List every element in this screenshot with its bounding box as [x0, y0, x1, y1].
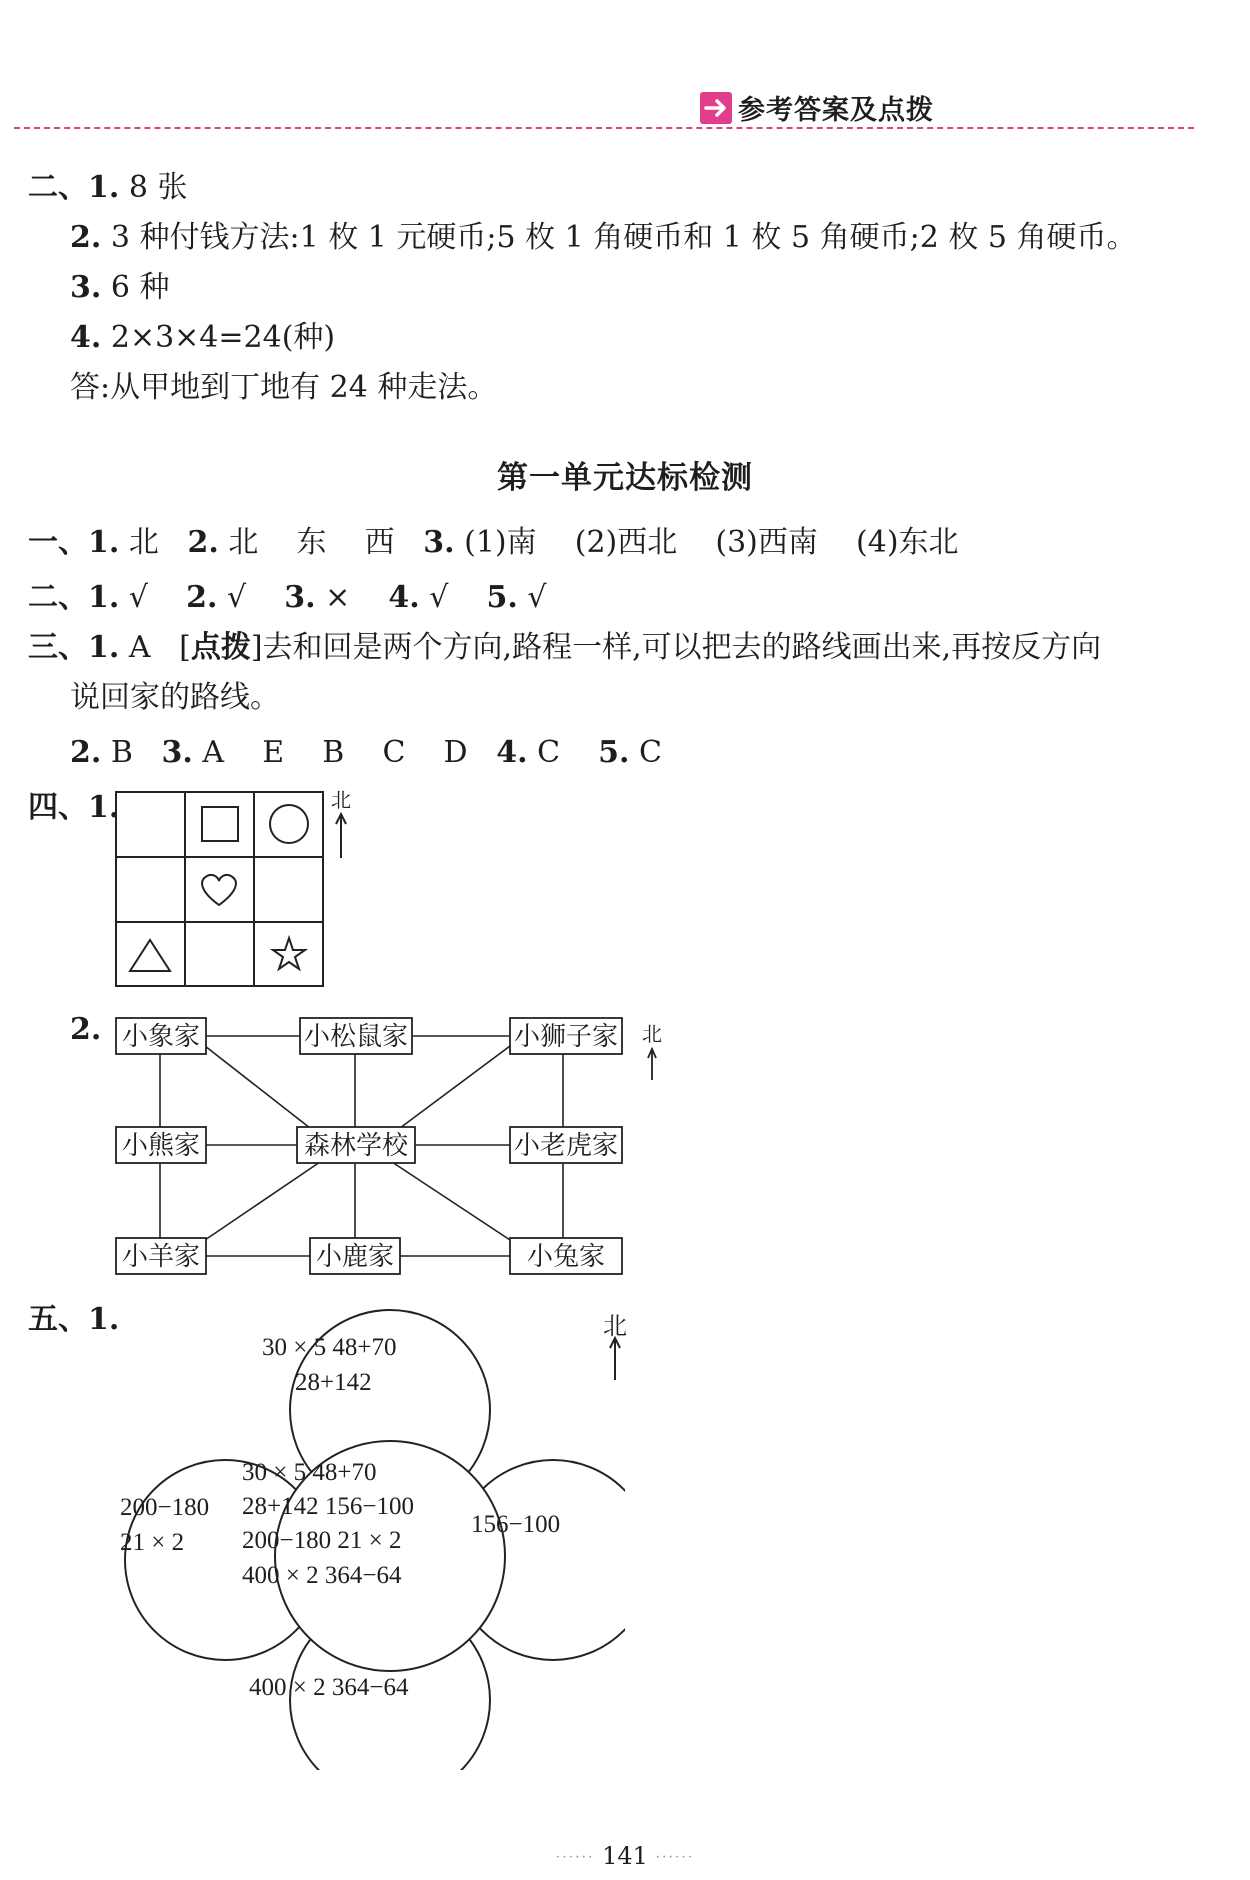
north-label: 北 [603, 1312, 627, 1340]
answer-line: 说回家的路线。 [70, 680, 280, 715]
venn-center-text: 400 × 2 364−64 [242, 1562, 402, 1589]
answer-line: 3. 6 种 [70, 270, 170, 305]
question-label: 五、1. [28, 1302, 120, 1337]
node-rabbit-home: 小兔家 [526, 1242, 606, 1272]
node-elephant-home: 小象家 [121, 1022, 201, 1052]
answer-line: 2. 3 种付钱方法:1 枚 1 元硬币;5 枚 1 角硬币和 1 枚 5 角硬币;2 枚 5 角硬币。 [70, 220, 1137, 255]
venn-center-text: 200−180 21 × 2 [242, 1527, 402, 1554]
page-number: ······ 141 ······ [555, 1842, 695, 1870]
shape-position-grid [115, 791, 324, 987]
circle-icon [270, 805, 308, 843]
venn-left-text: 21 × 2 [120, 1529, 185, 1556]
north-label: 北 [331, 788, 351, 812]
triangle-icon [130, 940, 170, 971]
venn-bottom-text: 400 × 2 364−64 [249, 1674, 409, 1701]
star-icon [273, 938, 305, 969]
answer-line: 三、1. A [点拨]去和回是两个方向,路程一样,可以把去的路线画出来,再按反方向 [28, 630, 1102, 665]
node-deer-home: 小鹿家 [315, 1242, 395, 1272]
venn-left-text: 200−180 [120, 1494, 210, 1521]
answer-line: 答:从甲地到丁地有 24 种走法。 [70, 370, 498, 405]
arrow-right-icon [700, 92, 732, 124]
answer-line: 4. 2×3×4=24(种) [70, 320, 336, 355]
node-lion-home: 小狮子家 [513, 1022, 619, 1052]
north-label: 北 [642, 1022, 662, 1046]
forest-route-map [110, 1006, 670, 1281]
node-squirrel-home: 小松鼠家 [303, 1022, 409, 1052]
question-label: 2. [70, 1012, 102, 1047]
answer-line: 一、1. 北 2. 北 东 西 3. (1)南 (2)西北 (3)西南 (4)东北 [28, 525, 959, 560]
answer-line: 2. B 3. A E B C D 4. C 5. C [70, 735, 662, 770]
venn-top-text: 28+142 [295, 1369, 372, 1396]
node-forest-school: 森林学校 [303, 1131, 409, 1161]
venn-center-text: 28+142 156−100 [242, 1493, 414, 1520]
header-title: 参考答案及点拨 [738, 95, 934, 126]
node-sheep-home: 小羊家 [121, 1242, 201, 1272]
node-bear-home: 小熊家 [121, 1131, 201, 1161]
venn-right-text: 156−100 [471, 1511, 561, 1538]
header-divider [14, 127, 1194, 129]
north-arrow-icon [333, 812, 349, 860]
venn-top-text: 30 × 5 48+70 [262, 1334, 397, 1361]
answer-line: 二、1. √ 2. √ 3. × 4. √ 5. √ [28, 580, 547, 615]
question-label: 四、1. [28, 790, 120, 825]
tip-label: 点拨 [190, 630, 251, 665]
heart-icon [202, 875, 236, 905]
venn-center-text: 30 × 5 48+70 [242, 1459, 377, 1486]
node-tiger-home: 小老虎家 [513, 1131, 619, 1161]
square-icon [202, 807, 238, 841]
venn-diagram [105, 1300, 625, 1770]
answer-line: 二、1. 8 张 [28, 170, 188, 205]
section-title: 第一单元达标检测 [497, 460, 753, 496]
